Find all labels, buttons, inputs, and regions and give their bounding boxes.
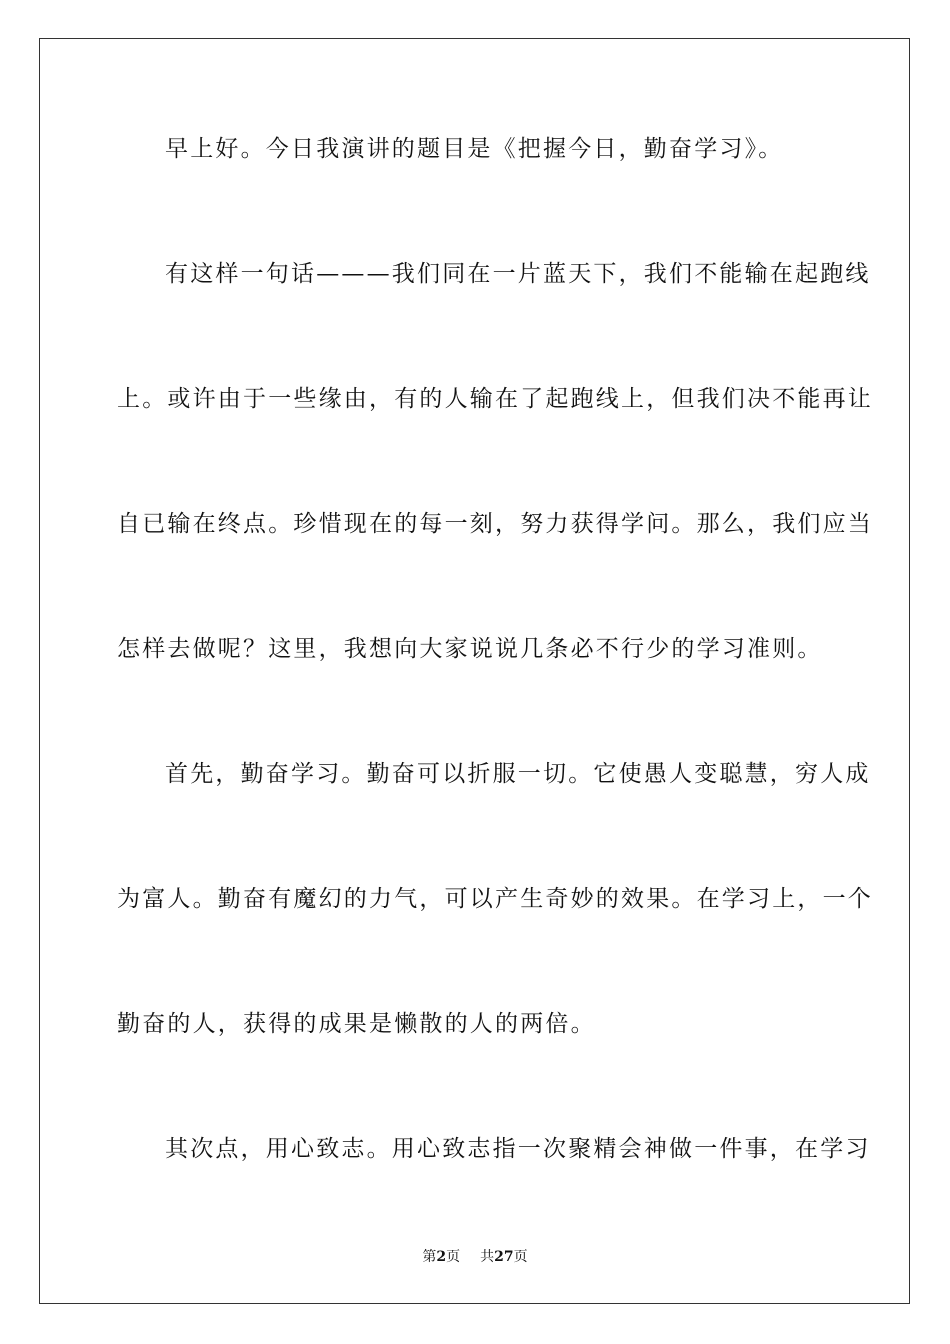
paragraph-line-9: 其次点，用心致志。用心致志指一次聚精会神做一件事，在学习 [165, 1136, 871, 1162]
page-footer [0, 1248, 950, 1266]
page-border [39, 38, 910, 1304]
page-suffix: 页 [446, 1249, 461, 1265]
paragraph-line-7: 为富人。勤奋有魔幻的力气，可以产生奇妙的效果。在学习上，一个 [117, 886, 873, 912]
paragraph-line-4: 自已输在终点。珍惜现在的每一刻，努力获得学问。那么，我们应当 [117, 511, 873, 537]
page-prefix: 第 [422, 1249, 437, 1265]
paragraph-line-2: 有这样一句话———我们同在一片蓝天下，我们不能输在起跑线 [165, 261, 871, 287]
paragraph-line-3: 上。或许由于一些缘由，有的人输在了起跑线上，但我们决不能再让 [117, 386, 873, 412]
page-number: 2 [436, 1249, 447, 1265]
paragraph-line-8: 勤奋的人，获得的成果是懒散的人的两倍。 [117, 1011, 596, 1037]
paragraph-line-5: 怎样去做呢？这里，我想向大家说说几条必不行少的学习准则。 [117, 636, 823, 662]
total-prefix: 共 [480, 1249, 495, 1265]
paragraph-line-6: 首先，勤奋学习。勤奋可以折服一切。它使愚人变聪慧，穷人成 [165, 761, 871, 787]
paragraph-line-1: 早上好。今日我演讲的题目是《把握今日，勤奋学习》。 [165, 136, 784, 162]
total-pages: 27 [494, 1249, 514, 1265]
total-suffix: 页 [513, 1249, 528, 1265]
